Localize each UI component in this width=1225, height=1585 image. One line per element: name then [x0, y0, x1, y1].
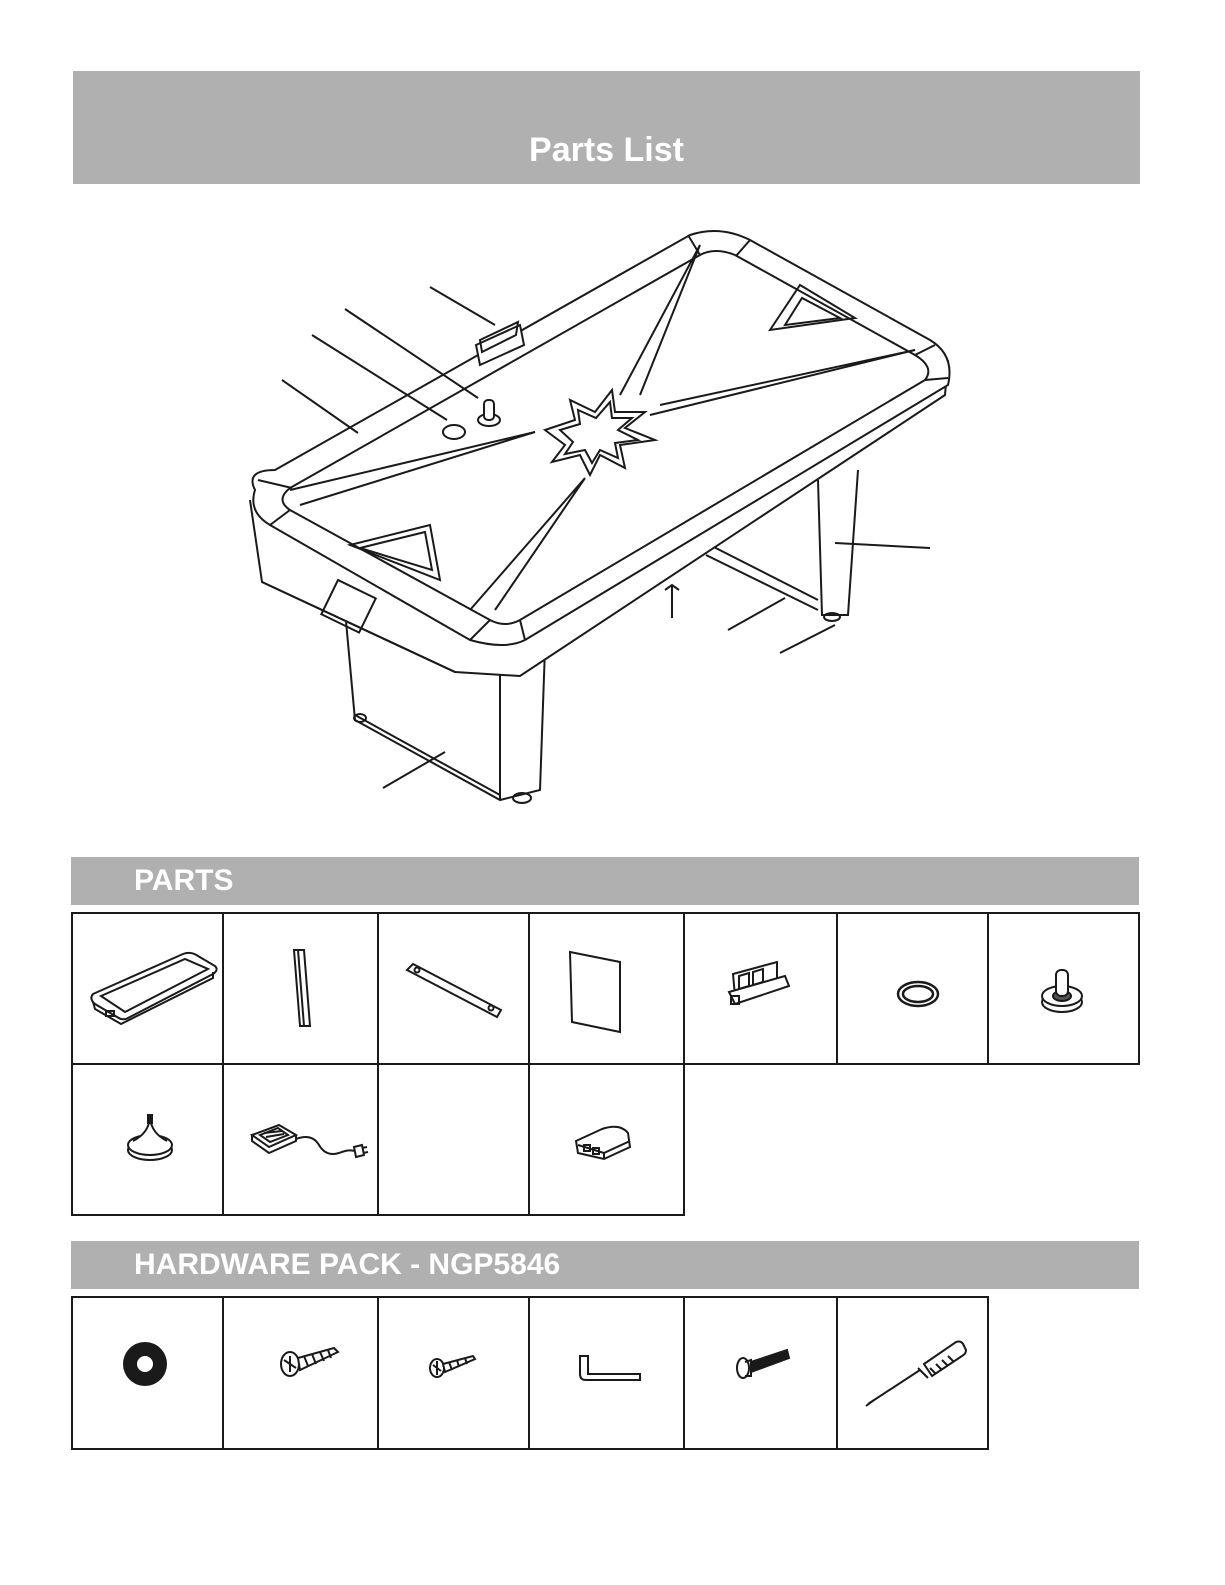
hardware-screwdriver — [836, 1296, 989, 1450]
part-empty-cell — [377, 1063, 530, 1216]
hardware-bolt — [683, 1296, 838, 1450]
hardware-small-screw — [377, 1296, 530, 1450]
hardware-section-title: HARDWARE PACK - NGP5846 — [134, 1248, 561, 1281]
part-striker — [71, 1063, 224, 1216]
parts-section-title: PARTS — [134, 864, 234, 897]
washer-icon — [73, 1298, 223, 1448]
allen-key-icon — [530, 1298, 683, 1448]
part-scorer — [683, 912, 838, 1065]
table-top-icon — [73, 914, 223, 1064]
hardware-section-header — [71, 1241, 1139, 1289]
part-leg-panel — [222, 912, 379, 1065]
screwdriver-icon — [838, 1298, 988, 1448]
leg-panel-icon — [224, 914, 377, 1064]
part-side-panel — [528, 912, 685, 1065]
scorer-icon — [685, 914, 837, 1064]
large-screw-icon — [224, 1298, 377, 1448]
part-puck — [836, 912, 989, 1065]
part-battery-box — [528, 1063, 685, 1216]
parts-section-header — [71, 857, 1139, 905]
hardware-large-screw — [222, 1296, 379, 1450]
part-brace-bar — [377, 912, 530, 1065]
small-screw-icon — [379, 1298, 529, 1448]
hardware-washer — [71, 1296, 224, 1450]
puck-icon — [838, 914, 988, 1064]
part-blower-fan — [222, 1063, 379, 1216]
hardware-allen-key — [528, 1296, 685, 1450]
brace-bar-icon — [379, 914, 529, 1064]
striker-icon — [73, 1065, 223, 1215]
title-banner — [73, 71, 1140, 184]
pusher-icon — [989, 914, 1139, 1064]
part-pusher — [987, 912, 1140, 1065]
part-table-top — [71, 912, 224, 1065]
side-panel-icon — [530, 914, 683, 1064]
page-title: Parts List — [529, 131, 684, 169]
bolt-icon — [685, 1298, 837, 1448]
blower-fan-icon — [224, 1065, 377, 1215]
battery-box-icon — [530, 1065, 683, 1215]
air-hockey-table-diagram — [240, 225, 960, 820]
